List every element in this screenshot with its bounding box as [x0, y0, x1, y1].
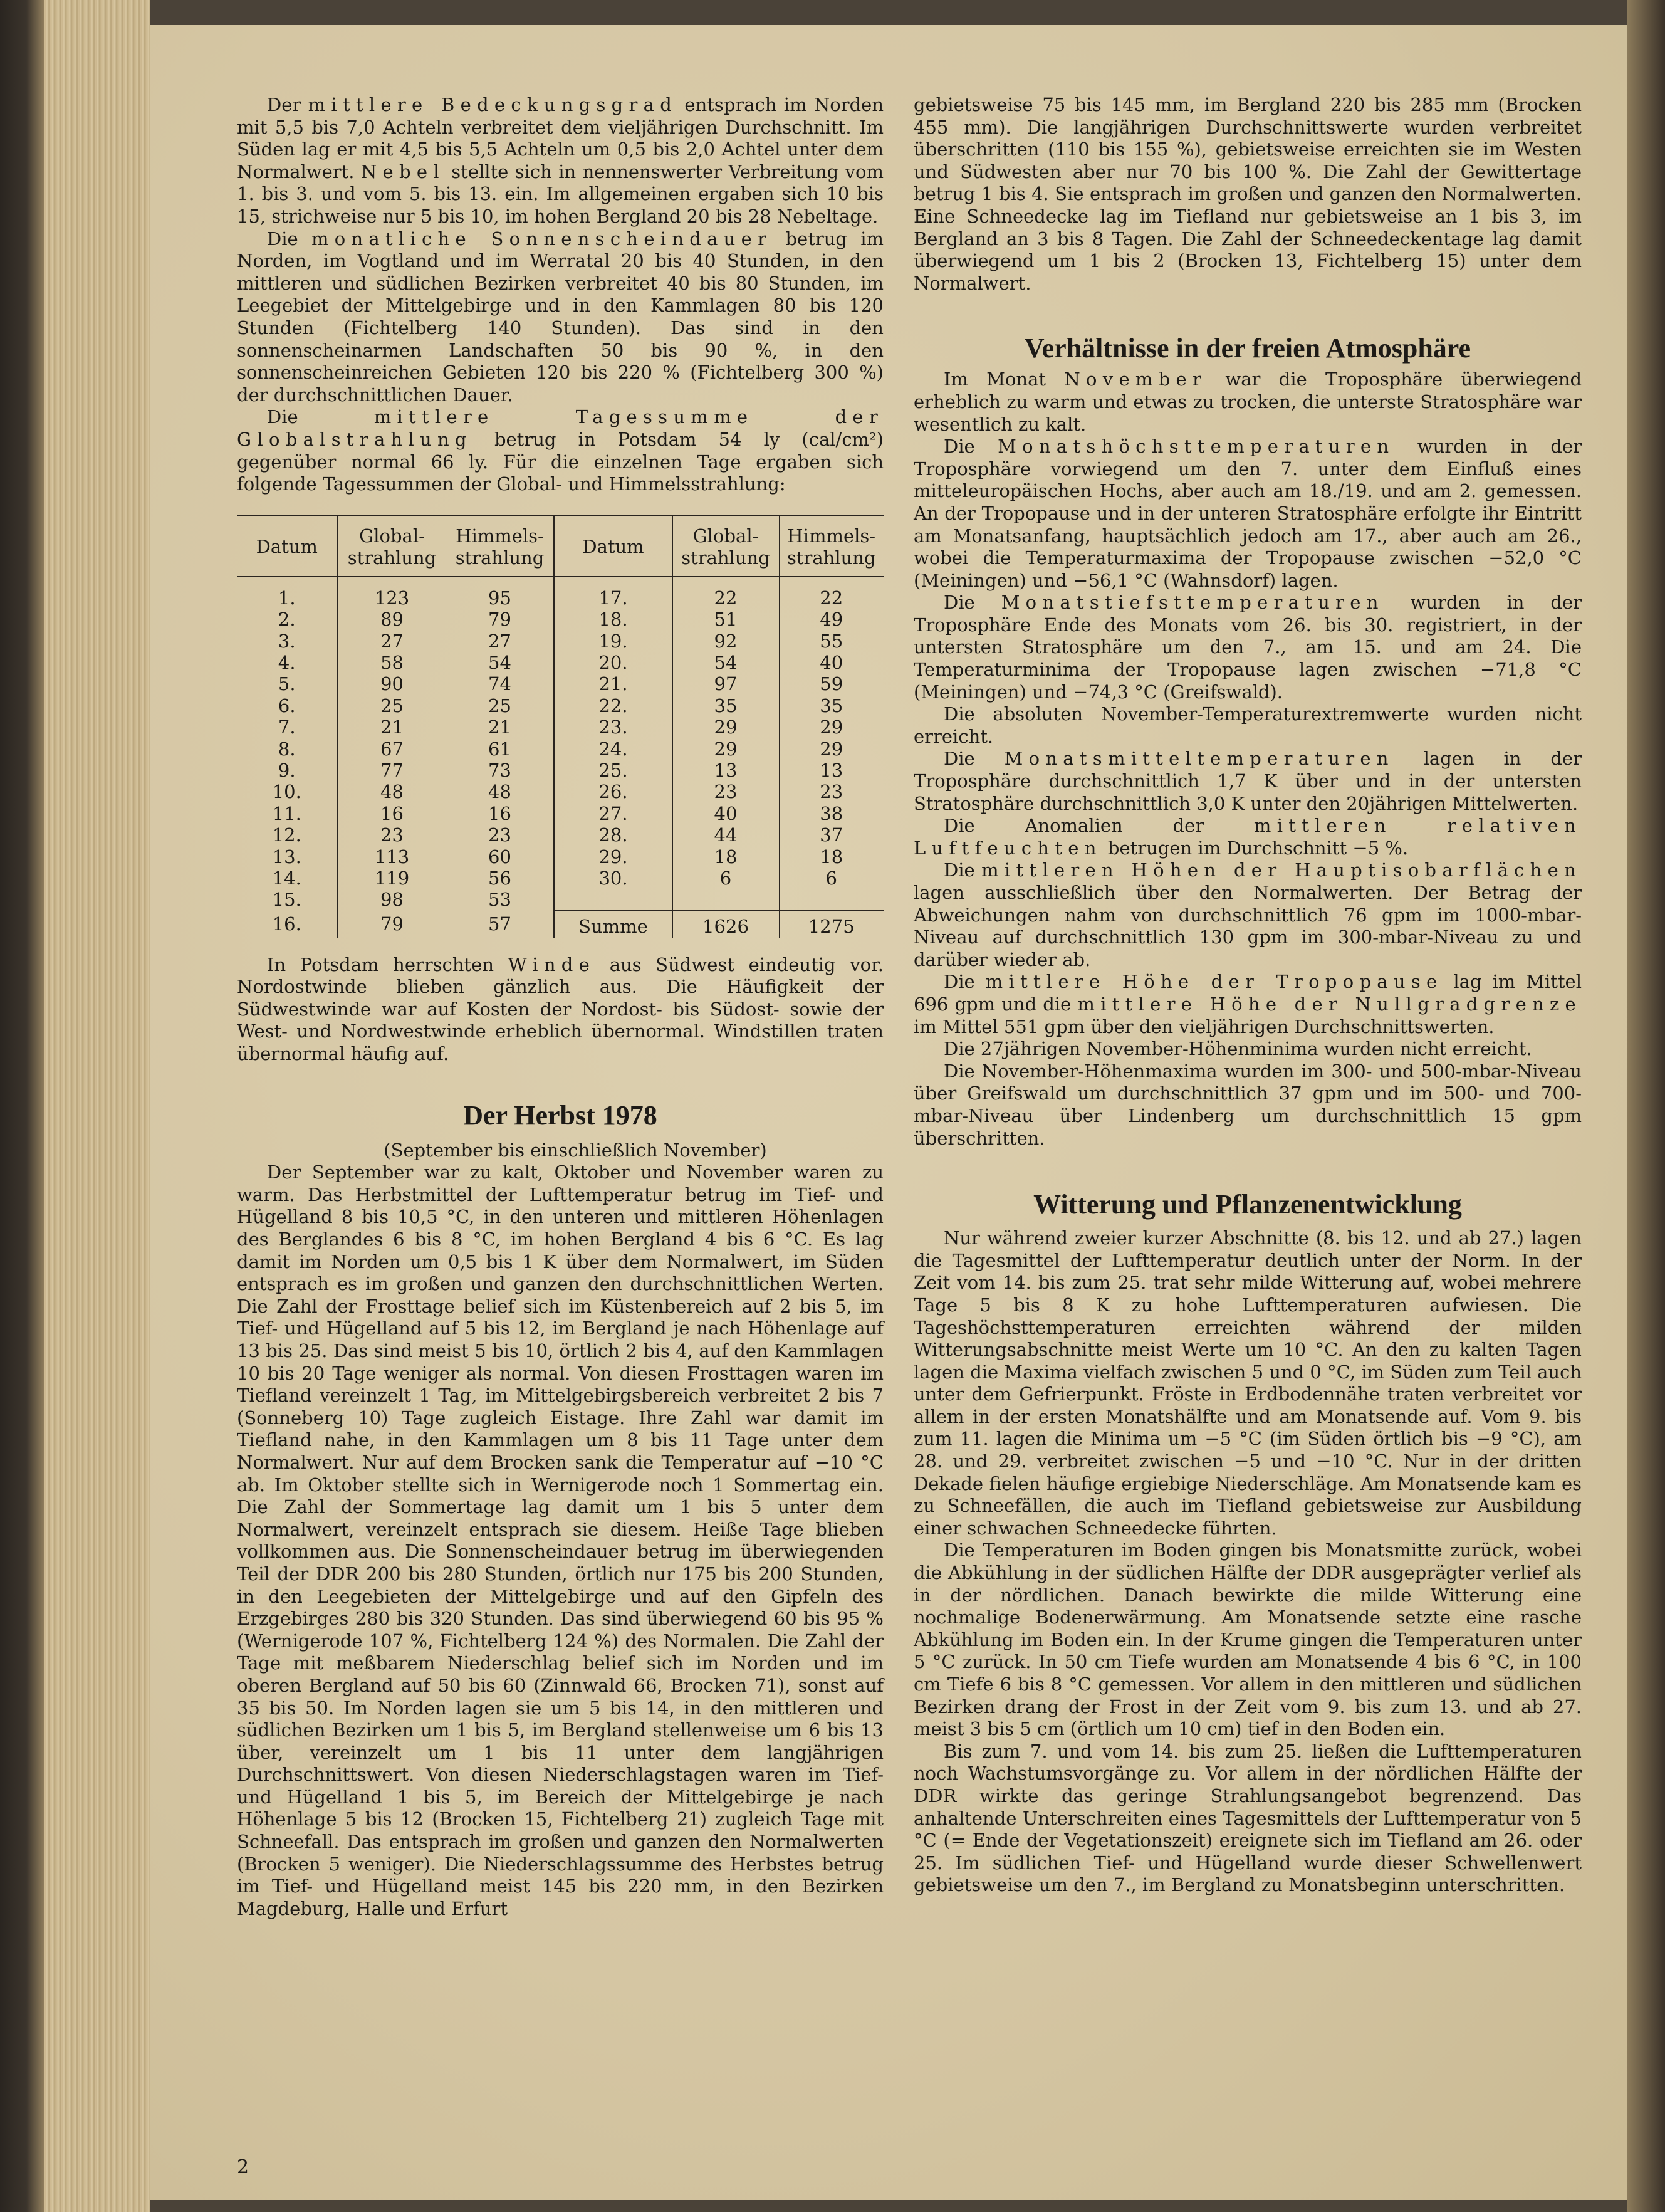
table-cell: 8. — [278, 738, 296, 760]
table-cell: 6 — [672, 868, 779, 889]
table-row — [237, 695, 884, 716]
table-cell: 7. — [278, 716, 296, 738]
table-cell: 40 — [779, 652, 884, 673]
table-cell: 89 — [337, 609, 447, 630]
table-cell: 40 — [672, 803, 779, 824]
table-row — [237, 716, 884, 738]
term-nullgradgrenze: mittlere Höhe der Nullgradgrenze — [1077, 993, 1582, 1015]
table-row — [237, 846, 884, 868]
table-cell: 60 — [447, 846, 553, 868]
table-cell: 54 — [447, 652, 553, 673]
term-mitteltemperaturen: Monatsmitteltemperaturen — [1004, 748, 1394, 770]
table-cell: 28. — [553, 824, 672, 846]
table-cell: 16. — [272, 913, 301, 935]
table-cell: 56 — [447, 868, 553, 889]
term-winde: Winde — [508, 953, 596, 975]
paragraph-atm-9: Die 27jährigen November-Höhenminima wurden nicht erreicht. — [944, 1038, 1532, 1060]
table-cell: 2. — [278, 609, 296, 631]
table-cell: 20. — [553, 652, 672, 673]
table-cell: 67 — [337, 738, 447, 760]
table-cell: 15. — [272, 889, 301, 911]
table-cell: 30. — [553, 868, 672, 889]
table-row — [237, 803, 884, 824]
paragraph-pfl-1: Nur während zweier kurzer Abschnitte (8. bis 12. und ab 27.) lagen die Tagesmittel der Lufttemperatur deutlich unter der Norm. In der Zeit vom 14. bis zum 25. trat sehr milde Witterung auf, wobei mehrere Tage 5 bis 8 K zu hohe Lufttemperaturen aufwiesen. Die Tageshöchsttemperaturen erreichten während der milden Witterungsabschnitte meist Werte um 10 °C. An den zu kalten Tagen lagen die Maxima vielfach zwischen 5 und 0 °C, im Süden zum Teil auch unter dem Gefrierpunkt. Fröste in Erdbodennähe traten verbreitet vor allem in der ersten Monatshälfte und am Monatsende auf. Vom 9. bis zum 11. lagen die Minima um −5 °C (im Süden örtlich bis −9 °C), am 28. und 29. verbreitet zwischen −5 und −10 °C. Nur in der dritten Dekade fielen häufige ergiebige Niederschläge. Am Monatsende kam es zu Schneefällen, die auch im Tiefland gebietsweise zur Ausbildung einer schwachen Schneedecke führten. — [914, 1227, 1582, 1539]
table-cell: 1. — [278, 587, 296, 609]
table-cell: 24. — [553, 738, 672, 760]
table-cell: 59 — [779, 673, 884, 695]
table-cell: 57 — [447, 911, 553, 938]
table-row — [237, 824, 884, 846]
paragraph-atm-3: Die Monatstiefsttemperaturen wurden in der Troposphäre Ende des Monats vom 26. bis 30. registriert, in der untersten Stratosphäre um den 7., am 15. und am 24. Die Temperaturminima der Tropopause lagen zwischen −71,8 °C (Meiningen) und −74,3 °C (Greifswald). — [914, 592, 1582, 703]
term-tiefsttemperaturen: Monatstiefsttemperaturen — [1001, 592, 1384, 614]
table-cell: 13 — [672, 760, 779, 781]
table-cell: 6 — [779, 868, 884, 889]
header-datum: Datum — [256, 536, 318, 558]
table-cell: 19. — [553, 631, 672, 652]
table-cell: 73 — [447, 760, 553, 781]
table-cell: 90 — [337, 673, 447, 695]
table-cell: 11. — [272, 802, 301, 824]
term-nebel: Nebel — [360, 160, 445, 182]
heading-pflanzen: Witterung und Pflanzenentwicklung — [1033, 1189, 1462, 1220]
table-cell: 23 — [672, 781, 779, 802]
table-row — [237, 652, 884, 673]
table-cell: 74 — [447, 673, 553, 695]
paragraph-pfl-3: Bis zum 7. und vom 14. bis zum 25. ließen die Lufttemperaturen noch Wachstumsvorgänge zu. Vor allem in der nördlichen Hälfte der DDR wirkte das geringe Strahlungsangebot begrenzend. Das anhaltende Unterschreiten eines Tagesmittels der Lufttemperatur von 5 °C (= Ende der Vegetationszeit) ereignete sich im Tiefland am 26. oder 25. Im südlichen Tief- und Hügelland wurde dieser Schwellenwert gebietsweise um den 7., im Bergland zu Monatsbeginn unterschritten. — [914, 1740, 1582, 1896]
table-cell: 53 — [447, 889, 553, 910]
header-himmels-2: Himmels- strahlung — [779, 515, 884, 577]
table-cell: 22 — [779, 587, 884, 609]
term-globalstrahlung: mittlere Tagessumme der Globalstrahlung — [237, 406, 884, 450]
paragraph-herbst-continued: gebietsweise 75 bis 145 mm, im Bergland 220 bis 285 mm (Brocken 455 mm). Die langjährigen Durchschnittswerte wurden verbreitet überschritten (110 bis 155 %), gebietsweise erreichten sie im Westen und Südwesten aber nur 70 bis 100 %. Die Zahl der Gewittertage betrug 1 bis 4. Sie entsprach im großen und ganzen den Normalwerten. Eine Schneedecke lag im Tiefland nur gebietsweise an 1 bis 3, im Bergland an 3 bis 8 Tagen. Die Zahl der Schneedeckentage lag damit überwiegend um 1 bis 2 (Brocken 13, Fichtelberg 15) unter dem Normalwert. — [914, 94, 1582, 294]
paragraph-atm-2: Die Monatshöchsttemperaturen wurden in der Troposphäre vorwiegend um den 7. unter dem Einfluß eines mitteleuropäischen Hochs, aber auch am 18./19. und am 2. gemessen. An der Tropopause und in der unteren Stratosphäre erfolgte ihr Eintritt am Monatsanfang, hauptsächlich jedoch am 17., aber auch am 26., wobei die Temperaturmaxima der Tropopause zwischen −52,0 °C (Meiningen) und −56,1 °C (Wahnsdorf) lagen. — [914, 436, 1582, 591]
table-cell: 29. — [553, 846, 672, 868]
table-cell: 23 — [779, 781, 884, 802]
left-column — [237, 94, 884, 1920]
term-bedeckungsgrad: mittlere Bedeckungsgrad — [308, 94, 678, 115]
table-cell: 18 — [779, 846, 884, 868]
subheading-herbst: (September bis einschließlich November) — [384, 1139, 767, 1161]
table-cell: 25 — [447, 695, 553, 716]
table-cell: 44 — [672, 824, 779, 846]
table-cell — [553, 889, 672, 910]
table-cell: 92 — [672, 631, 779, 652]
table-cell: 29 — [779, 716, 884, 738]
book-right-edge — [1627, 0, 1665, 2212]
header-global: Global- strahlung — [337, 515, 447, 577]
table-cell: 51 — [672, 609, 779, 630]
paragraph-atm-5: Die Monatsmitteltemperaturen lagen in der Troposphäre durchschnittlich 1,7 K über und in der untersten Stratosphäre durchschnittlich 3,0 K unter den 20jährigen Mittelwerten. — [914, 748, 1582, 814]
table-cell: 77 — [337, 760, 447, 781]
table-cell: 5. — [278, 673, 296, 695]
table-cell: 58 — [337, 652, 447, 673]
sum-label: Summe — [553, 911, 672, 938]
table-cell: 27 — [447, 631, 553, 652]
table-row — [237, 738, 884, 760]
header-himmels: Himmels- strahlung — [447, 515, 553, 577]
heading-atmosphaere: Verhältnisse in der freien Atmosphäre — [1024, 333, 1471, 364]
table-row — [237, 760, 884, 781]
table-body — [237, 577, 884, 938]
table-cell: 13. — [272, 846, 301, 868]
table-cell: 113 — [337, 846, 447, 868]
table-cell: 21 — [447, 716, 553, 738]
term-hoechsttemperaturen: Monatshöchsttemperaturen — [998, 436, 1395, 458]
paragraph-atm-4: Die absoluten November-Temperaturextremwerte wurden nicht erreicht. — [914, 703, 1582, 747]
table-cell: 29 — [672, 738, 779, 760]
table-cell: 35 — [672, 695, 779, 716]
table-cell: 22. — [553, 695, 672, 716]
table-cell — [779, 889, 884, 910]
header-global-2: Global- strahlung — [672, 515, 779, 577]
table-cell: 97 — [672, 673, 779, 695]
page-number: 2 — [237, 2156, 249, 2178]
table-row — [237, 673, 884, 695]
table-cell: 21. — [553, 673, 672, 695]
table-cell: 23. — [553, 716, 672, 738]
term-tropopause: mittlere Höhe der Tropopause — [985, 971, 1443, 993]
table-cell: 25. — [553, 760, 672, 781]
table-cell: 16 — [337, 803, 447, 824]
sum-value: 1275 — [779, 911, 884, 938]
table-cell: 61 — [447, 738, 553, 760]
table-cell: 95 — [447, 587, 553, 609]
table-cell: 123 — [337, 587, 447, 609]
paragraph-atm-1: Im Monat November war die Troposphäre überwiegend erheblich zu warm und etwas zu trocken, die unterste Stratosphäre war wesentlich zu kalt. — [914, 369, 1582, 435]
table-cell: 12. — [272, 824, 301, 846]
table-row — [237, 911, 884, 938]
table-cell: 18 — [672, 846, 779, 868]
table-cell: 9. — [278, 759, 296, 781]
table-cell: 98 — [337, 889, 447, 910]
table-cell: 37 — [779, 824, 884, 846]
table-cell: 79 — [337, 911, 447, 938]
table-cell — [672, 889, 779, 910]
table-cell: 3. — [278, 630, 296, 652]
table-row — [237, 587, 884, 609]
table-row — [237, 868, 884, 889]
table-cell: 6. — [278, 695, 296, 716]
paragraph-atm-8: Die mittlere Höhe der Tropopause lag im Mittel 696 gpm und die mittlere Höhe der Nullgradgrenze im Mittel 551 gpm über den vieljährigen Durchschnittswerten. — [914, 971, 1582, 1037]
table-cell: 29 — [672, 716, 779, 738]
table-cell: 27. — [553, 803, 672, 824]
paragraph-atm-6: Die Anomalien der mittleren relativen Luftfeuchten betrugen im Durchschnitt −5 %. — [914, 815, 1582, 859]
paragraph-sonnenschein: Die monatliche Sonnenscheindauer betrug im Norden, im Vogtland und im Werratal 20 bis 40 Stunden, in den mittleren und südlichen Bezirken verbreitet 40 bis 80 Stunden, im Leegebiet der Mittelgebirge und in den Kammlagen 80 bis 120 Stunden (Fichtelberg 140 Stunden). Das sind in den sonnenscheinarmen Landschaften 50 bis 90 %, in den sonnenscheinreichen Gebieten 120 bis 220 % (Fichtelberg 300 %) der durchschnittlichen Dauer. — [237, 228, 884, 406]
table-cell: 10. — [272, 781, 301, 803]
term-isobarflaechen: mittleren Höhen der Hauptisobarflächen — [981, 859, 1582, 881]
table-cell: 21 — [337, 716, 447, 738]
table-cell: 38 — [779, 803, 884, 824]
right-column — [914, 94, 1582, 1897]
header-datum-2: Datum — [553, 515, 672, 577]
paragraph-bedeckung: Der mittlere Bedeckungsgrad entsprach im Norden mit 5,5 bis 7,0 Achteln verbreitet dem vieljährigen Durchschnitt. Im Süden lag er mit 4,5 bis 5,5 Achteln um 0,5 bis 2,0 Achtel unter dem Normalwert. Nebel stellte sich in nennenswerter Verbreitung vom 1. bis 3. und vom 5. bis 13. ein. Im allgemeinen ergaben sich 10 bis 15, strichweise nur 5 bis 10, im hohen Bergland 20 bis 28 Nebeltage. — [237, 94, 884, 227]
term-luftfeuchten: mittleren relativen Luftfeuchten — [914, 815, 1582, 859]
term-sonnenscheindauer: monatliche Sonnenscheindauer — [311, 228, 773, 249]
table-row — [237, 609, 884, 630]
table-row — [237, 631, 884, 652]
table-cell: 17. — [553, 587, 672, 609]
table-cell: 23 — [447, 824, 553, 846]
table-cell: 18. — [553, 609, 672, 630]
table-cell: 4. — [278, 651, 296, 673]
table-cell: 35 — [779, 695, 884, 716]
table-cell: 22 — [672, 587, 779, 609]
table-cell: 14. — [272, 867, 301, 889]
table-cell: 23 — [337, 824, 447, 846]
radiation-table — [237, 515, 884, 938]
paragraph-atm-7: Die mittleren Höhen der Hauptisobarflächen lagen ausschließlich über den Normalwerten. Der Betrag der Abweichungen nahm von durchschnittlich 76 gpm im 1000-mbar-Niveau auf durchschnittlich 130 gpm im 300-mbar-Niveau zu und darüber wieder ab. — [914, 859, 1582, 970]
book-page-edges — [0, 0, 150, 2212]
table-header-row — [237, 515, 884, 577]
heading-herbst: Der Herbst 1978 — [463, 1099, 657, 1131]
paragraph-pfl-2: Die Temperaturen im Boden gingen bis Monatsmitte zurück, wobei die Abkühlung in der südlichen Hälfte der DDR ausgeprägter verlief als in der nördlichen. Danach bewirkte die milde Witterung eine nochmalige Bodenerwärmung. Am Monatsende setzte eine rasche Abkühlung im Boden ein. In der Krume gingen die Temperaturen unter 5 °C zurück. In 50 cm Tiefe wurden am Monatsende 4 bis 6 °C, in 100 cm Tiefe 6 bis 8 °C gemessen. Vor allem in den mittleren und südlichen Bezirken drang der Frost in der Zeit vom 9. bis zum 13. und ab 27. meist 3 bis 5 cm (örtlich um 10 cm) tief in den Boden ein. — [914, 1539, 1582, 1740]
table-cell: 119 — [337, 868, 447, 889]
paragraph-globalstrahlung: Die mittlere Tagessumme der Globalstrahlung betrug in Potsdam 54 ly (cal/cm²) gegenüber normal 66 ly. Für die einzelnen Tage ergaben sich folgende Tagessummen der Global- und Himmelsstrahlung: — [237, 406, 884, 495]
table-cell: 13 — [779, 760, 884, 781]
paragraph-winde: In Potsdam herrschten Winde aus Südwest eindeutig vor. Nordostwinde blieben gänzlich aus. Die Häufigkeit der Südwestwinde war auf Kosten der Nordost- bis Südost- sowie der West- und Nordwestwinde erheblich übernormal. Windstillen traten übernormal häufig auf. — [237, 953, 884, 1065]
table-cell: 25 — [337, 695, 447, 716]
table-cell: 29 — [779, 738, 884, 760]
table-cell: 27 — [337, 631, 447, 652]
table-row — [237, 781, 884, 802]
paragraph-herbst: Der September war zu kalt, Oktober und November waren zu warm. Das Herbstmittel der Lufttemperatur betrug im Tief- und Hügelland 8 bis 10,5 °C, in den unteren und mittleren Höhenlagen des Berglandes 6 bis 8 °C, im hohen Bergland 4 bis 6 °C. Es lag damit im Norden um 0,5 bis 1 K über dem Normalwert, im Süden entsprach es im großen und ganzen den durchschnittlichen Werten. Die Zahl der Frosttage belief sich im Küstenbereich auf 2 bis 5, im Tief- und Hügelland auf 5 bis 12, im Bergland je nach Höhenlage auf 13 bis 25. Das sind meist 5 bis 10, örtlich 2 bis 4, auf den Kammlagen 10 bis 20 Tage weniger als normal. Von diesen Frosttagen waren im Tiefland vereinzelt 1 Tag, im Mittelgebirgsbereich verbreitet 2 bis 7 (Sonneberg 10) Tage zugleich Eistage. Ihre Zahl war damit im Tiefland nahe, in den Kammlagen um 8 bis 11 Tage unter dem Normalwert. Nur auf dem Brocken sank die Temperatur auf −10 °C ab. Im Oktober stellte sich in Wernigerode noch 1 Sommertag ein. Die Zahl der Sommertage lag damit um 1 bis 5 unter dem Normalwert, vereinzelt entsprach sie diesem. Heiße Tage blieben vollkommen aus. Die Sonnenscheindauer betrug im überwiegenden Teil der DDR 200 bis 280 Stunden, örtlich nur 175 bis 200 Stunden, in den Leegebieten der Mittelgebirge und auf den Gipfeln des Erzgebirges 280 bis 320 Stunden. Das sind überwiegend 60 bis 95 % (Wernigerode 107 %, Fichtelberg 124 %) des Normalen. Die Zahl der Tage mit meßbarem Niederschlag belief sich im Norden und im oberen Bergland auf 50 bis 60 (Zinnwald 66, Brocken 71), sonst auf 35 bis 50. Im Norden lagen sie um 5 bis 14, in den mittleren und südlichen Bezirken um 1 bis 5, im Bergland stellenweise um 6 bis 13 über, vereinzelt um 1 bis 11 unter dem langjährigen Durchschnittswert. Von diesen Niederschlagstagen waren im Tief- und Hügelland 1 bis 5, im Bereich der Mittelgebirge je nach Höhenlage 5 bis 12 (Brocken 15, Fichtelberg 21) zugleich Tage mit Schneefall. Das entsprach im großen und ganzen den Normalwerten (Brocken 5 weniger). Die Niederschlagssumme des Herbstes betrug im Tief- und Hügelland meist 145 bis 220 mm, in den Bezirken Magdeburg, Halle und Erfurt — [237, 1161, 884, 1919]
table-cell: 49 — [779, 609, 884, 630]
paragraph-atm-10: Die November-Höhenmaxima wurden im 300- und 500-mbar-Niveau über Greifswald um durchschnittlich 37 gpm und im 500- und 700-mbar-Niveau über Lindenberg um durchschnittlich 15 gpm überschritten. — [914, 1060, 1582, 1149]
table-cell: 79 — [447, 609, 553, 630]
sum-value: 1626 — [672, 911, 779, 938]
table-cell: 26. — [553, 781, 672, 802]
table-cell: 48 — [337, 781, 447, 802]
term-november: November — [1064, 369, 1208, 391]
table-cell: 16 — [447, 803, 553, 824]
table-cell: 55 — [779, 631, 884, 652]
table-cell: 48 — [447, 781, 553, 802]
table-cell: 54 — [672, 652, 779, 673]
table-row — [237, 889, 884, 910]
